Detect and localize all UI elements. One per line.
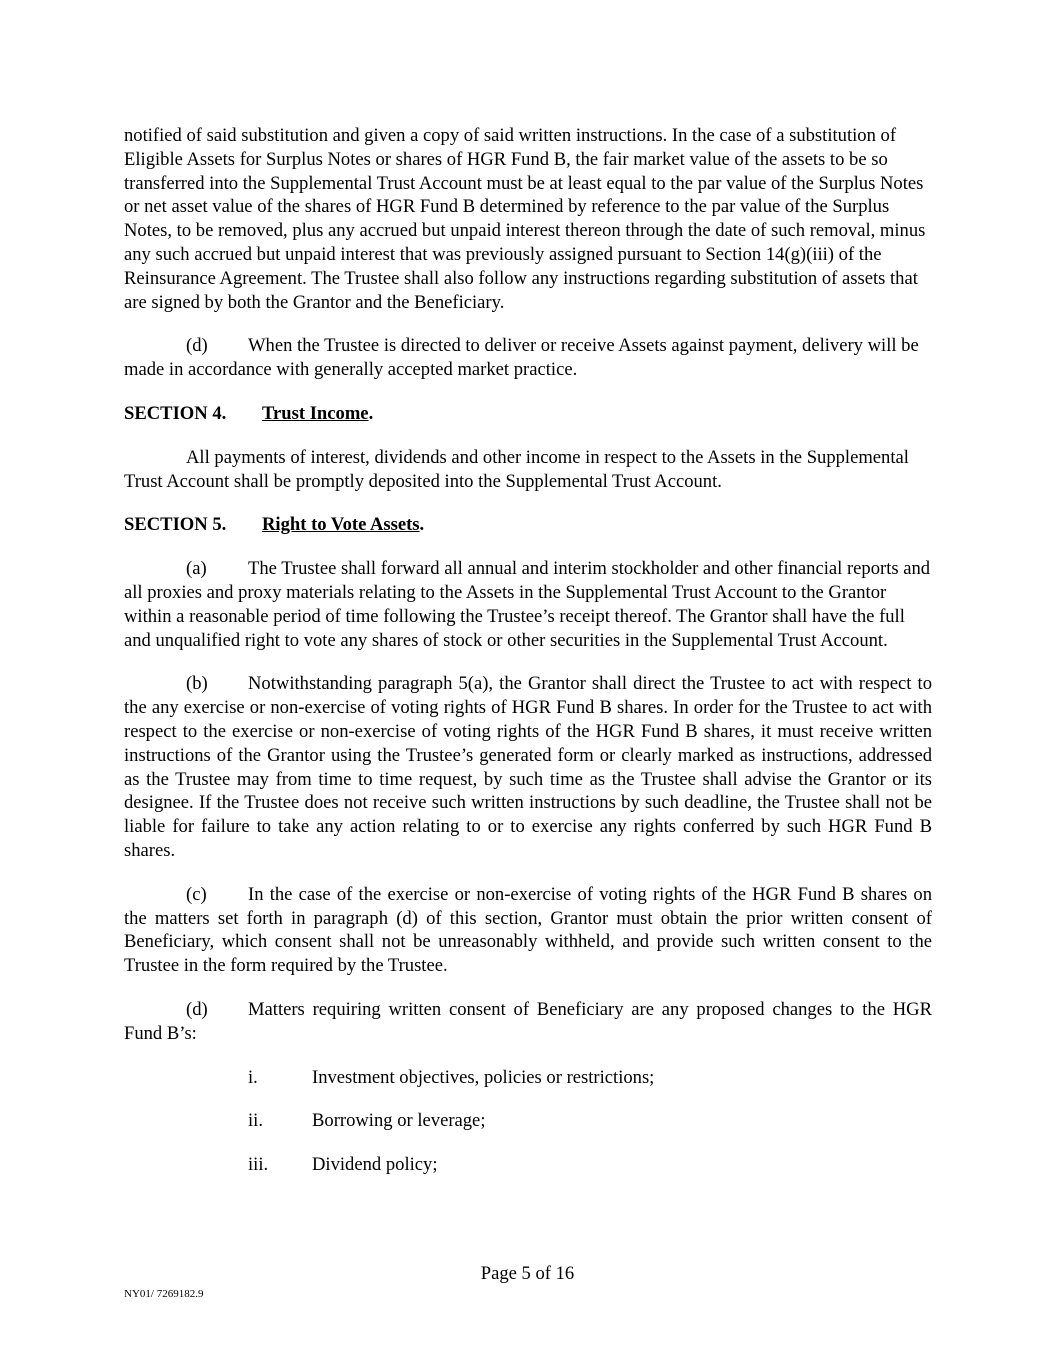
paragraph-substitution-continued: notified of said substitution and given a copy of said written instructions. In the case of a substitution of Eligible Assets for Surplus Notes or shares of HGR Fund B, the fair market value of the assets to be so transferred into the Supplemental Trust Account must be at least equal to the par value of the Surplus Notes or net asset value of the shares of HGR Fund B determined by reference to the par value of the Surplus Notes, to be removed, plus any accrued but unpaid interest thereon through the date of such removal, minus any such accrued but unpaid interest that was previously assigned pursuant to Section 14(g)(iii) of the Reinsurance Agreement. The Trustee shall also follow any instructions regarding substitution of assets that are signed by both the Grantor and the Beneficiary. [124,125,926,313]
paragraph-text: In the case of the exercise or non-exercise of voting rights of the HGR Fund B shares on the matters set forth in paragraph (d) of this section, Grantor must obtain the prior written consent of Beneficiary, which consent shall not be unreasonably withheld, and provide such written consent to the Trustee in the form required by the Trustee. [124,883,932,977]
list-item-number: i. [248,1066,258,1088]
paragraph-text: Notwithstanding paragraph 5(a), the Grantor shall direct the Trustee to act with respect to the any exercise or non-exercise of voting rights of HGR Fund B shares. In order for the Trustee to act with respect to the exercise or non-exercise of voting rights of the HGR Fund B shares, it must receive written instructions of the Grantor using the Trustee’s generated form or clearly marked as instructions, addressed as the Trustee may from time to time request, by such time as the Trustee shall advise the Grantor or its designee. If the Trustee does not receive such written instructions by such deadline, the Trustee shall not be liable for failure to take any action relating to or to exercise any rights conferred by such HGR Fund B shares. [124,673,932,861]
document-body [124,124,932,1197]
section-title-punct: . [368,402,374,424]
paragraph-3d [124,334,932,382]
paragraph-label: (b) [186,673,208,695]
paragraph-5d [124,998,932,1046]
section-4-body: All payments of interest, dividends and other income in respect to the Assets in the Supplemental Trust Account shall be promptly deposited into the Supplemental Trust Account. [124,446,909,492]
paragraph-text: The Trustee shall forward all annual and interim stockholder and other financial reports and all proxies and proxy materials relating to the Assets in the Supplemental Trust Account to the Grantor within a reasonable period of time following the Trustee’s receipt thereof. The Grantor shall have the full and unqualified right to vote any shares of stock or other securities in the Supplemental Trust Account. [124,558,931,651]
paragraph-label: (d) [186,998,208,1020]
paragraph-label: (c) [186,883,207,905]
list-item-text: Investment objectives, policies or restrictions; [312,1066,655,1088]
list-item [124,1066,932,1090]
paragraph-text: When the Trustee is directed to deliver or receive Assets against payment, delivery will be made in accordance with generally accepted market practice. [124,335,919,381]
list-item [124,1153,932,1177]
document-id: NY01/ 7269182.9 [124,1288,204,1300]
section-title: Trust Income [262,402,369,424]
section-5-heading [124,513,932,537]
section-number: SECTION 5. [124,514,227,536]
paragraph-5b [124,672,932,862]
list-item-number: iii. [248,1154,269,1176]
section-number: SECTION 4. [124,402,227,424]
paragraph-5a [124,557,932,652]
section-4-heading [124,402,932,426]
paragraph-text: Matters requiring written consent of Beneficiary are any proposed changes to the HGR Fund B’s: [124,998,932,1044]
list-item [124,1109,932,1133]
paragraph-label: (d) [186,335,208,357]
list-item-text: Borrowing or leverage; [312,1110,486,1132]
page-number: Page 5 of 16 [480,1263,575,1284]
paragraph-5c [124,883,932,978]
paragraph-label: (a) [186,558,207,580]
list-item-text: Dividend policy; [312,1154,438,1176]
list-item-number: ii. [248,1110,263,1132]
section-title: Right to Vote Assets [262,514,420,536]
section-title-punct: . [419,514,425,536]
